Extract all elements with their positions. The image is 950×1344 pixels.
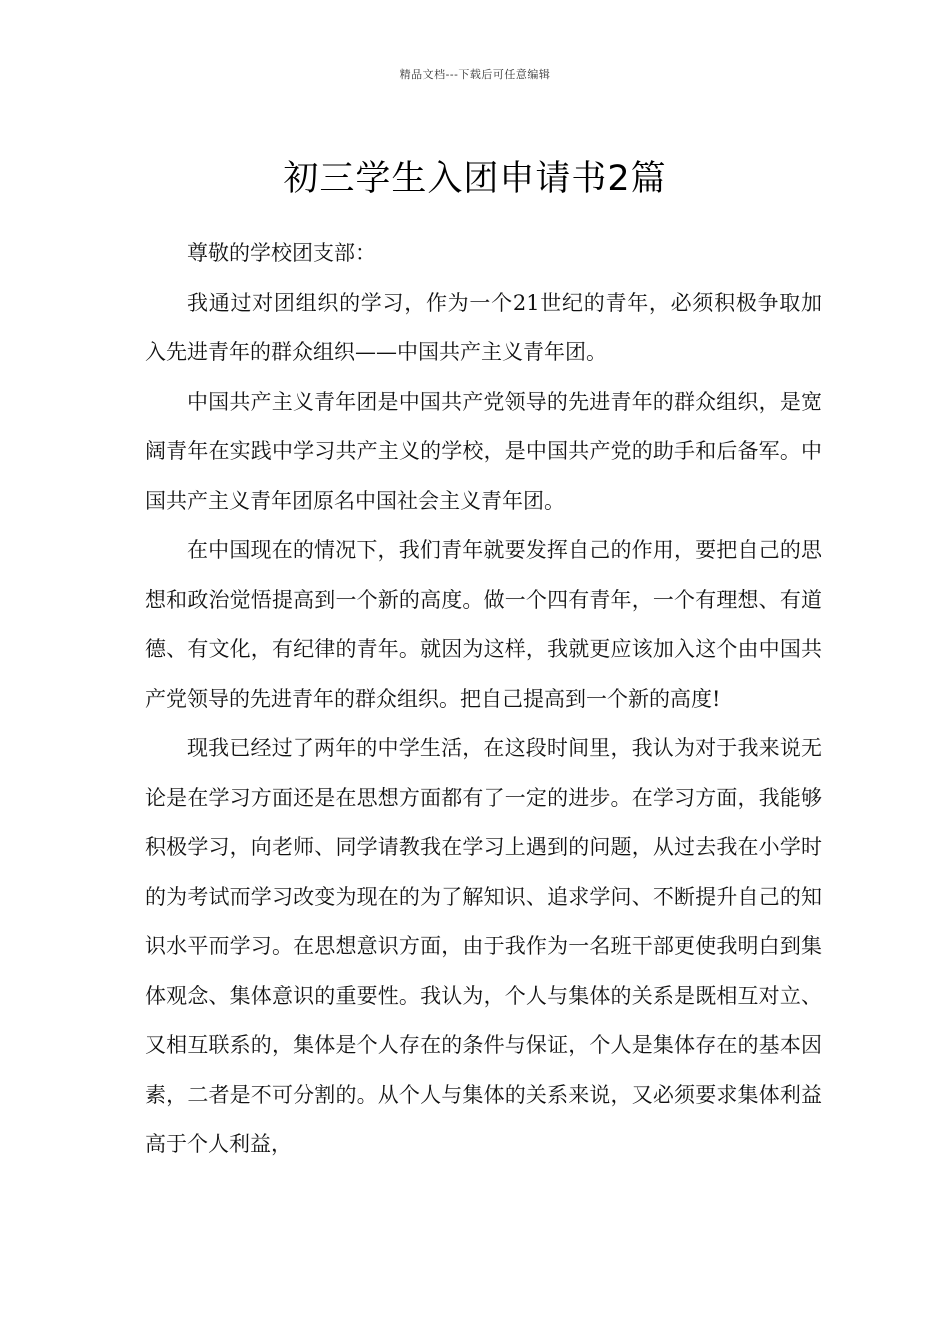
document-title: 初三学生入团申请书2篇 bbox=[283, 159, 667, 200]
document-body bbox=[145, 229, 822, 1170]
header-note: 精品文档---下载后可任意编辑 bbox=[399, 68, 551, 81]
paragraph-2: 中国共产主义青年团是中国共产党领导的先进青年的群众组织，是宽阔青年在实践中学习共产主义的学校，是中国共产党的助手和后备军。中国共产主义青年团原名中国社会主义青年团。 bbox=[145, 389, 822, 513]
paragraph-4: 现我已经过了两年的中学生活，在这段时间里，我认为对于我来说无论是在学习方面还是在思想方面都有了一定的进步。在学习方面，我能够积极学习，向老师、同学请教我在学习上遇到的问题，从过去我在小学时的为考试而学习改变为现在的为了解知识、追求学问、不断提升自己的知识水平而学习。在思想意识方面，由于我作为一名班干部更使我明白到集体观念、集体意识的重要性。我认为，个人与集体的关系是既相互对立、又相互联系的，集体是个人存在的条件与保证，个人是集体存在的基本因素，二者是不可分割的。从个人与集体的关系来说，又必须要求集体利益高于个人利益， bbox=[145, 736, 822, 1156]
paragraph-3: 在中国现在的情况下，我们青年就要发挥自己的作用，要把自己的思想和政治觉悟提高到一个新的高度。做一个四有青年，一个有理想、有道德、有文化，有纪律的青年。就因为这样，我就更应该加入这个由中国共产党领导的先进青年的群众组织。把自己提高到一个新的高度! bbox=[145, 538, 822, 711]
paragraph-1: 我通过对团组织的学习，作为一个21世纪的青年，必须积极争取加入先进青年的群众组织——中国共产主义青年团。 bbox=[145, 290, 822, 364]
salutation: 尊敬的学校团支部： bbox=[187, 241, 376, 265]
